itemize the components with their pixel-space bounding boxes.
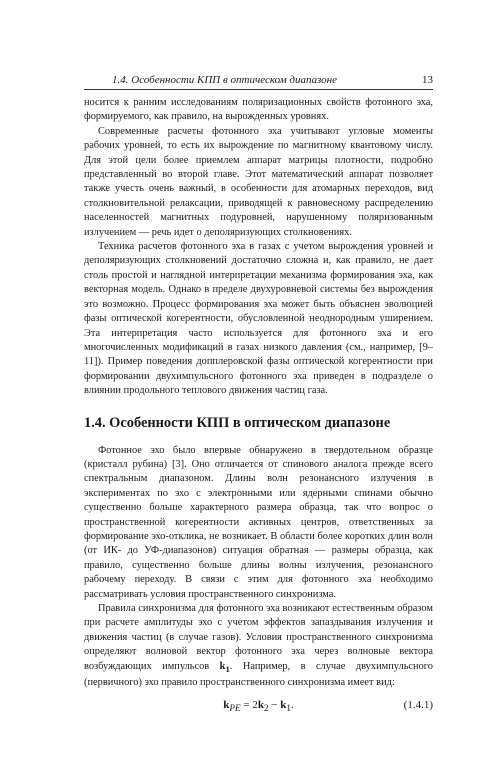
paragraph: Техника расчетов фотонного эха в газах с учетом вырождения уровней и деполяризующих столкновений достаточно сложна и, как правило, не дает столь простой и наглядной интерпретации механизма формирования эха, как векторная модель. Однако в пределе двухуровневой системы без вырождения это возможно. Процесс формирования эха может быть объяснен эволюцией фазы оптической когерентности, обусловленной неоднородным уширением. Эта интерпретация часто используется для фотонного эха и его многочисленных модификаций в газах низкого давления (см., например, [9–11]). Пример поведения допплеровской фазы оптической когерентности при формировании двухимпульсного фотонного эха приведен в подразделе о влиянии продольного теплового движения частиц газа.	[84, 241, 433, 397]
paragraph	[84, 602, 433, 691]
paragraph-text: . Например, в случае двухимпульсного (первичного) эхо правило пространственного синхронизма имеет вид:	[84, 660, 433, 689]
paragraph-continued: носится к ранним исследованиям поляризационных свойств фотонного эха, формируемого, как правило, на вырожденных уровнях.	[84, 97, 433, 123]
paragraph-text: Правила синхронизма для фотонного эха возникают естественным образом при расчете амплитуды эхо с учетом эффектов запаздывания излучения и движения частиц (в случае газов). Условия пространственного синхронизма определяют волновой вектор фотонного эха через волновые вектора возбуждающих импульсов	[84, 603, 433, 672]
section-heading: 1.4. Особенности КПП в оптическом диапазоне	[84, 414, 391, 431]
running-header-title: 1.4. Особенности КПП в оптическом диапазоне	[112, 74, 337, 86]
equation-formula: $k_{PE} = 2k_2 - k_1$.	[223, 698, 294, 713]
equation	[84, 695, 433, 715]
page-number: 13	[422, 74, 433, 86]
page-body	[84, 96, 433, 715]
equation-number: (1.4.1)	[403, 698, 433, 711]
paragraph: Фотонное эхо было впервые обнаружено в твердотельном образце (кристалл рубина) [3]. Оно отличается от спинового аналога прежде всего спектральным диапазоном. Длины волн резонансного излучения в экспериментах по эхо с электронными или ядерными спинами обычно существенно больше характерного размера образца, так что вопрос о пространственной когерентности активных центров, ответственных за формирование эхо-отклика, не возникает. В области более коротких длин волн (от ИК- до УФ-диапазонов) ситуация обратная — размеры образца, как правило, существенно больше длины волны излучения, резонансного рабочему переходу. В связи с этим для фотонного эха необходимо рассматривать условия пространственного синхронизма.	[84, 444, 433, 600]
vector-k1: $k_1$	[219, 660, 230, 674]
running-header	[84, 72, 433, 90]
paragraph: Современные расчеты фотонного эха учитывают угловые моменты рабочих уровней, то есть их вырождение по магнитному квантовому числу. Для этой цели более приемлем аппарат матрицы плотности, подробно представленный во второй главе. Этот математический аппарат позволяет также учесть очень важный, в особенности для атомарных переходов, вид столкновительной релаксации, приводящей к равновесному распределению населенностей магнитных подуровней, нарушенному поляризованным излучением — речь идет о деполяризующих столкновениях.	[84, 125, 433, 238]
